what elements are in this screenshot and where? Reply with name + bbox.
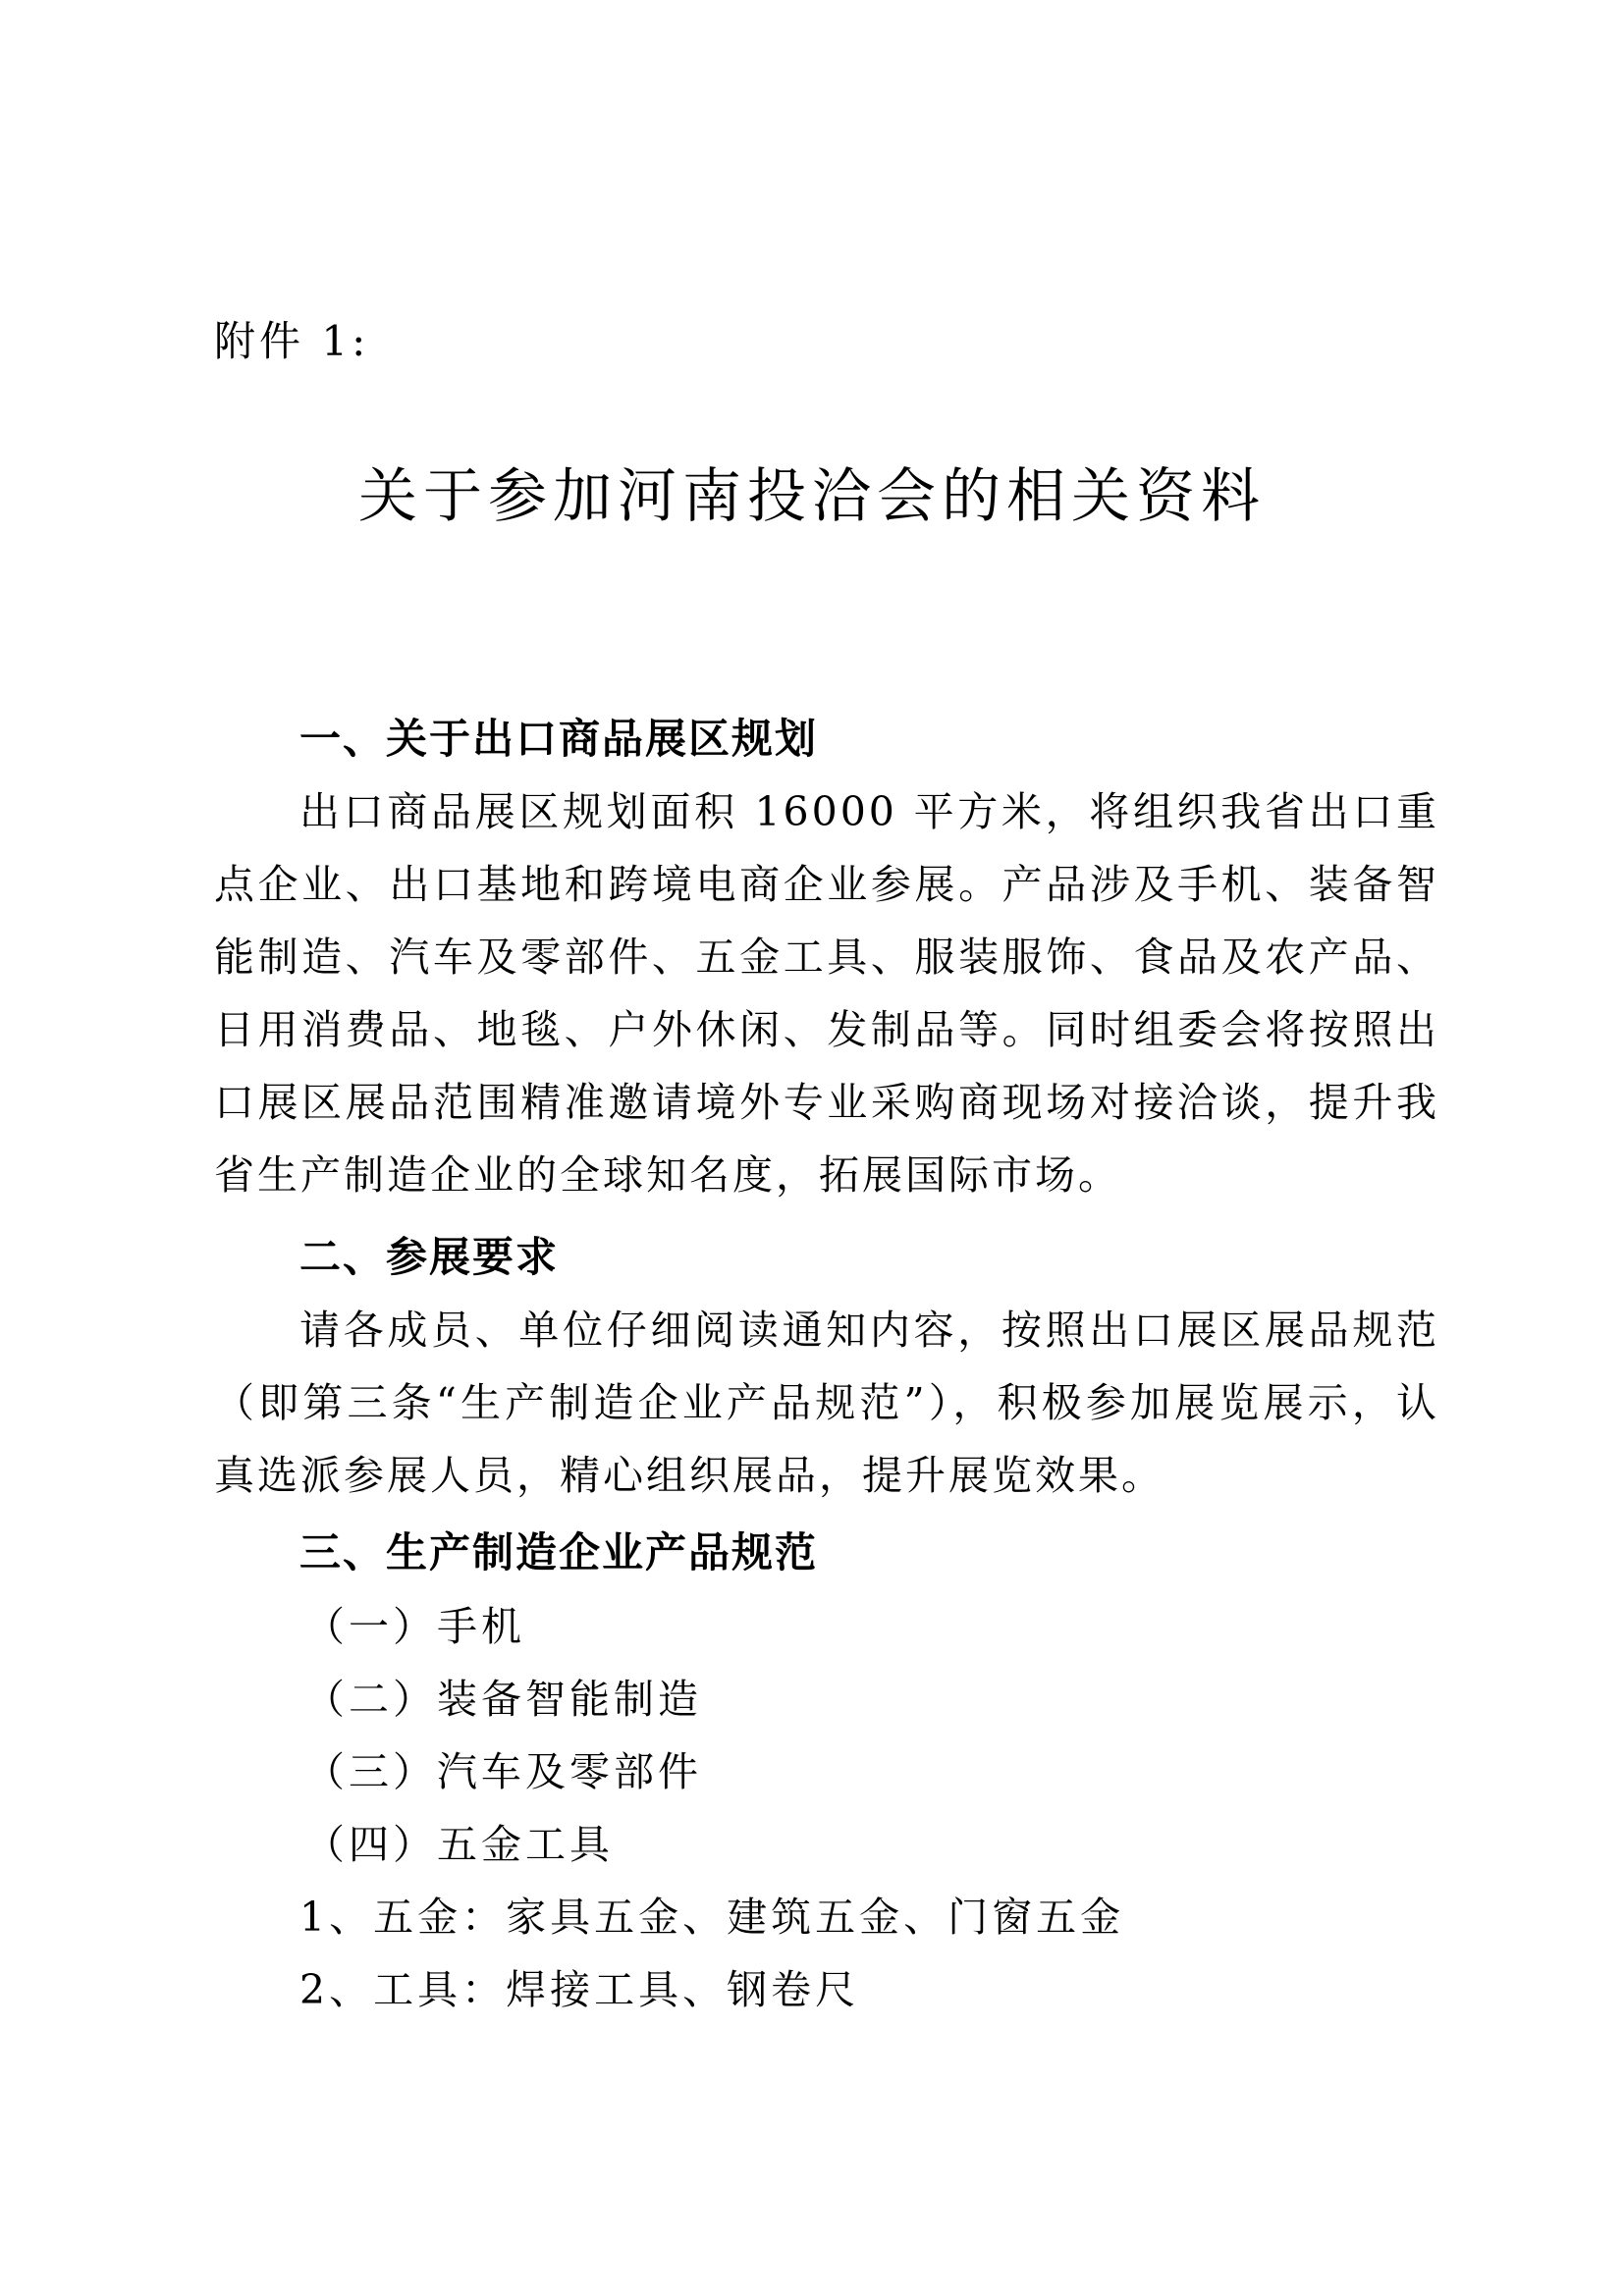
- section-heading-2: 二、参展要求: [299, 1233, 560, 1281]
- list-item: 1、五金：家具五金、建筑五金、门窗五金: [299, 1894, 1125, 1941]
- section-body-1: [214, 775, 1439, 1211]
- list-item: （一）手机: [304, 1603, 525, 1650]
- section-heading-1: 一、关于出口商品展区规划: [299, 715, 819, 763]
- list-item: （三）汽车及零部件: [304, 1748, 702, 1795]
- section-body-2: [214, 1294, 1439, 1512]
- section-paragraph-2: 请各成员、单位仔细阅读通知内容，按照出口展区展品规范（即第三条“生产制造企业产品规范”），积极参加展览展示，认真选派参展人员，精心组织展品，提升展览效果。: [214, 1307, 1439, 1499]
- list-item: （四）五金工具: [304, 1821, 614, 1868]
- list-item: 2、工具：焊接工具、钢卷尺: [299, 1966, 860, 2013]
- attachment-label: 附件 1:: [214, 317, 370, 365]
- page-title: 关于参加河南投洽会的相关资料: [358, 462, 1266, 531]
- section-heading-3: 三、生产制造企业产品规范: [299, 1528, 819, 1576]
- section-paragraph-1: 出口商品展区规划面积 16000 平方米，将组织我省出口重点企业、出口基地和跨境电商企业参展。产品涉及手机、装备智能制造、汽车及零部件、五金工具、服装服饰、食品及农产品、日用消费品、地毯、户外休闲、发制品等。同时组委会将按照出口展区展品范围精准邀请境外专业采购商现场对接洽谈，提升我省生产制造企业的全球知名度，拓展国际市场。: [214, 788, 1439, 1199]
- list-item: （二）装备智能制造: [304, 1676, 702, 1723]
